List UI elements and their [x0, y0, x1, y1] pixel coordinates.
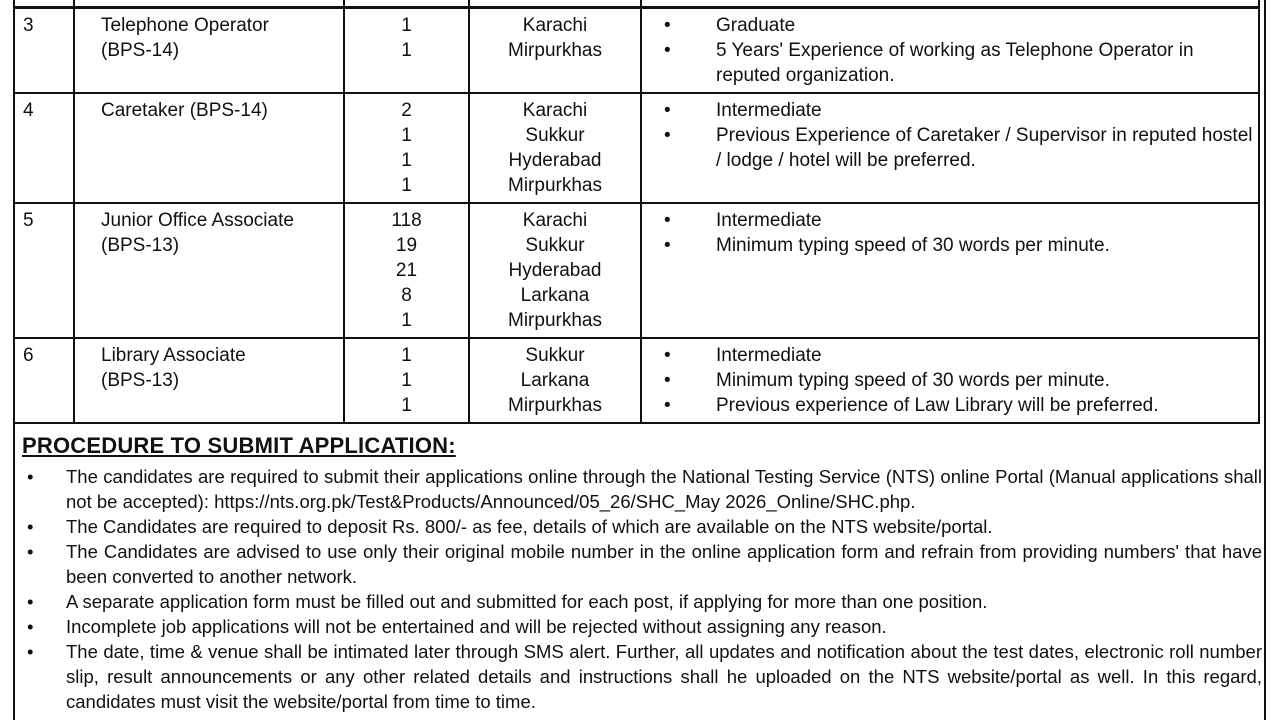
qualification-list — [652, 343, 1258, 418]
table-row — [14, 93, 1259, 203]
table-row — [14, 338, 1259, 423]
station-cell — [469, 338, 641, 423]
station-name: Hyderabad — [508, 150, 602, 171]
station-name: Larkana — [520, 370, 590, 391]
qualification-text: 5 Years' Experience of working as Telephone Operator in reputed organization. — [716, 40, 1194, 86]
procedure-item — [22, 514, 1262, 539]
bullet-icon: • — [27, 466, 34, 487]
post-name-line: (BPS-13) — [101, 235, 180, 256]
qualification-text: Minimum typing speed of 30 words per minute. — [716, 370, 1110, 391]
post-name-cell — [74, 8, 344, 94]
station-cell — [469, 203, 641, 338]
qualification-list — [652, 98, 1258, 173]
seat-count: 1 — [401, 125, 412, 146]
procedure-list — [22, 464, 1262, 714]
qualification-item — [652, 98, 1258, 123]
table-row — [14, 8, 1259, 94]
serial-number: 4 — [23, 100, 34, 121]
station-name: Mirpurkhas — [508, 395, 602, 416]
seats-cell — [344, 338, 469, 423]
serial-number-cell — [14, 203, 74, 338]
station-name: Mirpurkhas — [508, 40, 602, 61]
seats-cell — [344, 203, 469, 338]
station-name: Karachi — [522, 15, 588, 36]
procedure-text: The Candidates are required to deposit Rs. 800/- as fee, details of which are available on the NTS website/portal. — [66, 516, 993, 537]
qualification-cell — [641, 338, 1259, 423]
qualification-item — [652, 343, 1258, 368]
station-name: Sukkur — [525, 125, 585, 146]
qualification-cell — [641, 203, 1259, 338]
seat-count: 2 — [401, 100, 412, 121]
bullet-icon: • — [664, 235, 671, 256]
station-name: Sukkur — [525, 345, 585, 366]
post-name-cell — [74, 338, 344, 423]
station-name: Mirpurkhas — [508, 310, 602, 331]
seat-count: 19 — [395, 235, 418, 256]
seat-count: 1 — [401, 150, 412, 171]
serial-number-cell — [14, 338, 74, 423]
bullet-icon: • — [27, 541, 34, 562]
procedure-item — [22, 614, 1262, 639]
bullet-icon: • — [27, 641, 34, 662]
procedure-item — [22, 639, 1262, 714]
qualification-item — [652, 368, 1258, 393]
qualification-list — [652, 13, 1258, 88]
post-name-cell — [74, 93, 344, 203]
qualification-item — [652, 233, 1258, 258]
serial-number: 3 — [23, 15, 34, 36]
qualification-item — [652, 393, 1258, 418]
seat-count: 1 — [401, 395, 412, 416]
seat-count: 21 — [395, 260, 418, 281]
seats-cell — [344, 8, 469, 94]
post-name-line: Library Associate — [101, 345, 246, 366]
post-name-line: Telephone Operator — [101, 15, 269, 36]
jobs-table — [13, 0, 1260, 424]
post-name-line: (BPS-14) — [101, 40, 180, 61]
qualification-item — [652, 123, 1258, 173]
station-name: Mirpurkhas — [508, 175, 602, 196]
bullet-icon: • — [664, 395, 671, 416]
bullet-icon: • — [664, 125, 671, 146]
serial-number-cell — [14, 8, 74, 94]
procedure-text: Incomplete job applications will not be entertained and will be rejected without assigning any reason. — [66, 616, 887, 637]
post-name-line: (BPS-13) — [101, 370, 180, 391]
jobs-table-body — [14, 0, 1259, 423]
serial-number: 5 — [23, 210, 34, 231]
procedure-item — [22, 589, 1262, 614]
station-name: Karachi — [522, 210, 588, 231]
bullet-icon: • — [664, 15, 671, 36]
procedure-text: The candidates are required to submit their applications online through the National Testing Service (NTS) online Portal (Manual applications shall not be accepted): https://nts.org.pk/Test&Products/Announced/05_26/SHC_May 2026_Online/SHC.php. — [66, 466, 1262, 512]
serial-number: 6 — [23, 345, 34, 366]
bullet-icon: • — [664, 100, 671, 121]
bullet-icon: • — [664, 210, 671, 231]
station-name: Sukkur — [525, 235, 585, 256]
post-name-line: Caretaker (BPS-14) — [101, 100, 268, 121]
bullet-icon: • — [664, 370, 671, 391]
procedure-item — [22, 539, 1262, 589]
procedure-text: The Candidates are advised to use only their original mobile number in the online application form and refrain from providing numbers' that have been converted to another network. — [66, 541, 1262, 587]
procedure-text: A separate application form must be filled out and submitted for each post, if applying for more than one position. — [66, 591, 988, 612]
qualification-text: Intermediate — [716, 345, 822, 366]
seat-count: 1 — [401, 15, 412, 36]
station-cell — [469, 93, 641, 203]
qualification-text: Intermediate — [716, 210, 822, 231]
procedure-text: The date, time & venue shall be intimated later through SMS alert. Further, all updates and notification about the test dates, electronic roll number slip, result announcements or any other related details and instructions shall he uploaded on the NTS website/portal as well. In this regard, candidates must visit the website/portal from time to time. — [66, 641, 1262, 712]
qualification-item — [652, 13, 1258, 38]
serial-number-cell — [14, 93, 74, 203]
seat-count: 8 — [401, 285, 412, 306]
bullet-icon: • — [664, 40, 671, 61]
seat-count: 1 — [401, 40, 412, 61]
qualification-cell — [641, 8, 1259, 94]
seat-count: 1 — [401, 310, 412, 331]
station-name: Hyderabad — [508, 260, 602, 281]
post-name-line: Junior Office Associate — [101, 210, 294, 231]
procedure-heading: PROCEDURE TO SUBMIT APPLICATION: — [22, 433, 456, 458]
table-row — [14, 203, 1259, 338]
post-name-cell — [74, 203, 344, 338]
station-name: Karachi — [522, 100, 588, 121]
qualification-list — [652, 208, 1258, 258]
qualification-text: Intermediate — [716, 100, 822, 121]
seat-count: 1 — [401, 175, 412, 196]
bullet-icon: • — [27, 516, 34, 537]
qualification-text: Previous Experience of Caretaker / Supervisor in reputed hostel / lodge / hotel will be preferred. — [716, 125, 1253, 171]
qualification-text: Minimum typing speed of 30 words per minute. — [716, 235, 1110, 256]
bullet-icon: • — [27, 591, 34, 612]
procedure-item — [22, 464, 1262, 514]
seats-cell — [344, 93, 469, 203]
qualification-item — [652, 38, 1258, 88]
qualification-item — [652, 208, 1258, 233]
seat-count: 1 — [401, 345, 412, 366]
qualification-text: Previous experience of Law Library will be preferred. — [716, 395, 1159, 416]
seat-count: 118 — [391, 210, 422, 231]
qualification-text: Graduate — [716, 15, 796, 36]
bullet-icon: • — [27, 616, 34, 637]
station-cell — [469, 8, 641, 94]
qualification-cell — [641, 93, 1259, 203]
seat-count: 1 — [401, 370, 412, 391]
bullet-icon: • — [664, 345, 671, 366]
table-row-stub — [14, 0, 1259, 8]
station-name: Larkana — [520, 285, 590, 306]
